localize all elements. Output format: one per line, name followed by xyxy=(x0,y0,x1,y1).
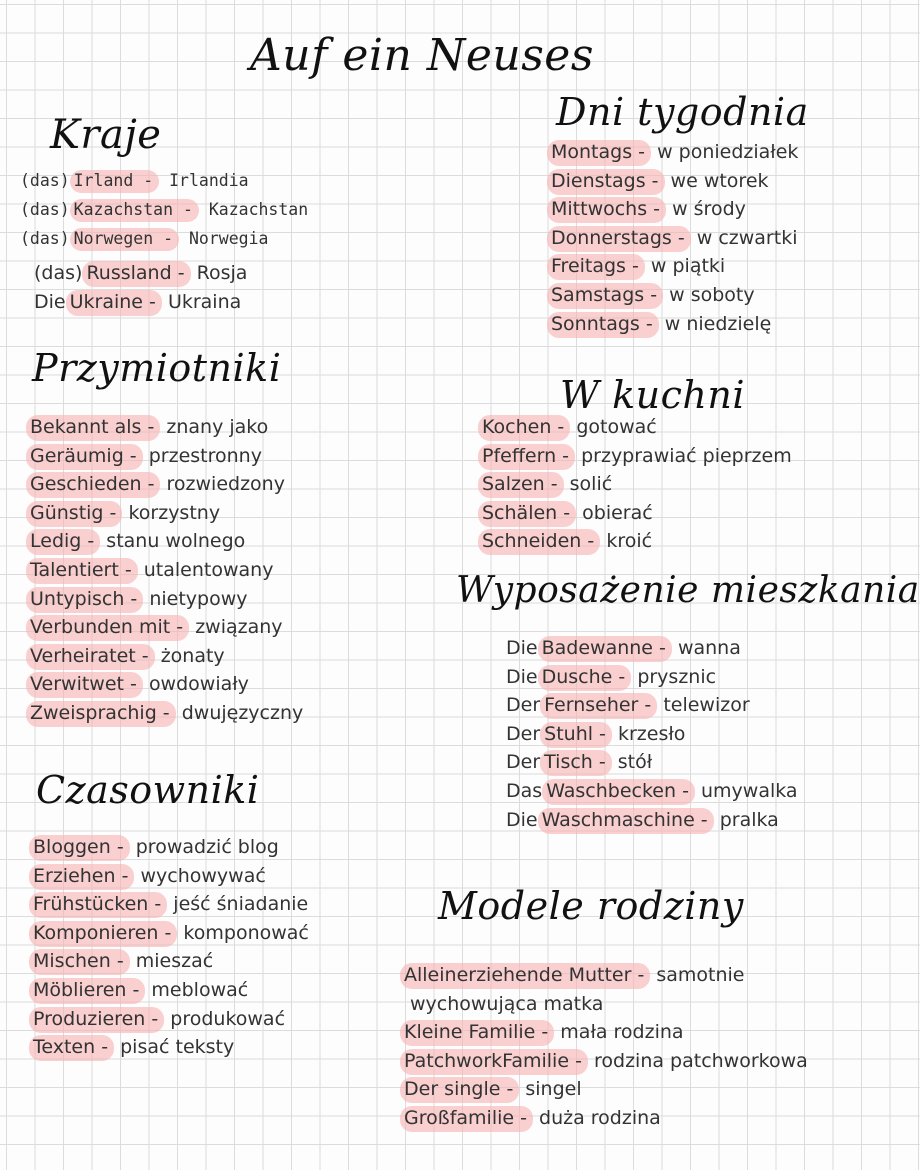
polish-translation: znany jako xyxy=(166,416,269,438)
vocab-item xyxy=(404,990,808,1019)
vocab-item xyxy=(30,699,303,728)
german-word: Stuhl xyxy=(544,722,594,745)
german-word: Erziehen xyxy=(33,864,116,887)
rodziny-list xyxy=(404,961,808,1133)
polish-translation: komponować xyxy=(183,921,309,944)
polish-translation: Ukraina xyxy=(167,290,242,313)
german-word: Tisch xyxy=(544,751,593,774)
vocab-item xyxy=(33,1033,309,1062)
vocab-item xyxy=(33,862,309,891)
article: Die xyxy=(506,808,538,831)
german-word-highlighted: Samstags - xyxy=(547,283,663,309)
polish-translation: pralka xyxy=(719,808,779,831)
german-word: Ledig xyxy=(30,530,82,553)
polish-translation: Kazachstan xyxy=(208,200,309,219)
polish-translation: samotnie xyxy=(656,964,745,986)
german-word: Waschbecken xyxy=(546,779,677,802)
german-word: Pfeffern xyxy=(482,444,557,467)
polish-translation: mieszać xyxy=(135,950,214,973)
vocab-item xyxy=(506,777,798,806)
german-word: Waschmaschine xyxy=(541,808,695,831)
rodziny-heading: Modele rodziny xyxy=(438,884,744,928)
german-word-highlighted: Produzieren - xyxy=(29,1007,164,1033)
german-word: Kazachstan xyxy=(73,200,174,219)
polish-translation: w soboty xyxy=(669,283,755,306)
vocab-item xyxy=(33,833,309,862)
polish-translation: Rosja xyxy=(196,262,248,284)
vocab-item xyxy=(30,527,303,556)
german-word-highlighted: Günstig - xyxy=(26,501,122,527)
polish-translation: żonaty xyxy=(160,644,225,667)
german-word: Frühstücken xyxy=(33,893,149,916)
article: (das) xyxy=(34,262,83,284)
german-word: Günstig xyxy=(30,501,104,524)
kraje-list xyxy=(34,259,247,316)
polish-translation: pisać teksty xyxy=(120,1036,235,1059)
german-word: Bekannt als xyxy=(30,416,142,438)
german-word-highlighted: Ukraine - xyxy=(66,290,162,316)
polish-translation: kroić xyxy=(606,530,653,553)
kuchnia-list xyxy=(482,413,792,556)
article: Das xyxy=(506,779,543,802)
german-word: Geschieden xyxy=(30,473,142,496)
german-word-highlighted: Alleinerziehende Mutter - xyxy=(400,963,650,989)
german-word: Badewanne xyxy=(541,637,653,659)
dni-heading: Dni tygodnia xyxy=(556,90,809,134)
vocab-item xyxy=(20,166,308,195)
german-word-highlighted: Mittwochs - xyxy=(547,197,666,223)
german-word-highlighted: Texten - xyxy=(29,1035,114,1061)
polish-translation: w czwartki xyxy=(696,226,798,249)
vocab-item xyxy=(551,167,798,196)
przymiotniki-heading: Przymiotniki xyxy=(32,346,282,390)
german-word: Möblieren xyxy=(33,978,127,1001)
german-word-highlighted: Donnerstags - xyxy=(547,226,691,252)
vocab-item xyxy=(506,748,798,777)
german-word-highlighted: Bloggen - xyxy=(29,835,130,861)
german-word: Fernseher xyxy=(544,694,639,717)
german-word: Großfamilie xyxy=(404,1106,515,1129)
polish-translation: korzystny xyxy=(128,501,221,524)
vocab-item xyxy=(551,310,798,339)
article: Die xyxy=(506,665,538,688)
german-word-highlighted: Pfeffern - xyxy=(478,444,575,470)
german-word-highlighted: Irland - xyxy=(70,170,159,193)
vocab-item xyxy=(33,919,309,948)
german-word: Kochen xyxy=(482,416,552,438)
kraje-heading: Kraje xyxy=(50,112,162,158)
polish-translation: stanu wolnego xyxy=(106,530,246,553)
polish-translation: krzesło xyxy=(617,722,686,745)
vocab-item xyxy=(33,976,309,1005)
vocab-item xyxy=(30,442,303,471)
german-word: Geräumig xyxy=(30,444,124,467)
polish-translation: wanna xyxy=(677,637,741,659)
page-title: Auf ein Neuses xyxy=(250,30,594,81)
polish-translation: utalentowany xyxy=(143,558,274,581)
vocab-item xyxy=(506,663,798,692)
vocab-item xyxy=(20,224,308,253)
german-word-highlighted: Dusche - xyxy=(538,665,632,691)
article: Der xyxy=(506,722,541,745)
german-word: Bloggen xyxy=(33,836,111,858)
polish-translation: produkować xyxy=(170,1007,286,1030)
vocab-item xyxy=(30,642,303,671)
german-word-highlighted: Frühstücken - xyxy=(29,892,167,918)
article: Die xyxy=(506,637,538,659)
german-word-highlighted: Großfamilie - xyxy=(400,1106,533,1132)
vocab-item xyxy=(404,1075,808,1104)
german-word-highlighted: Badewanne - xyxy=(538,636,672,662)
vocab-item xyxy=(482,499,792,528)
polish-translation: stół xyxy=(617,751,653,774)
vocab-item xyxy=(30,499,303,528)
german-word: Norwegen xyxy=(73,229,154,248)
german-word: Irland xyxy=(73,171,134,190)
german-word-highlighted: Freitags - xyxy=(547,254,645,280)
german-word: Alleinerziehende Mutter xyxy=(404,964,632,986)
german-word: Mittwochs xyxy=(551,198,648,221)
german-word: Ukraine xyxy=(69,290,143,313)
polish-translation: owdowiały xyxy=(148,673,249,696)
german-word: Komponieren xyxy=(33,921,159,944)
polish-translation: wychowująca matka xyxy=(410,992,604,1015)
polish-translation: we wtorek xyxy=(670,169,769,192)
polish-translation: duża rodzina xyxy=(539,1106,661,1129)
german-word: Der single xyxy=(404,1078,501,1101)
german-word: Talentiert xyxy=(30,558,119,581)
german-word: Kleine Familie xyxy=(404,1021,536,1044)
german-word: Produzieren xyxy=(33,1007,146,1030)
german-word: Dienstags xyxy=(551,169,646,192)
german-word-highlighted: Verheiratet - xyxy=(26,644,155,670)
vocab-item xyxy=(506,691,798,720)
german-word-highlighted: Der single - xyxy=(400,1077,519,1103)
czasowniki-heading: Czasowniki xyxy=(36,768,260,812)
vocab-item xyxy=(33,1005,309,1034)
german-word-highlighted: Salzen - xyxy=(478,472,564,498)
german-word-highlighted: Dienstags - xyxy=(547,169,665,195)
article: Der xyxy=(506,751,541,774)
vocab-item xyxy=(551,281,798,310)
polish-translation: rodzina patchworkowa xyxy=(593,1049,808,1072)
polish-translation: związany xyxy=(195,616,283,639)
german-word: Texten xyxy=(33,1036,96,1059)
german-word-highlighted: Schälen - xyxy=(478,501,576,527)
vocab-item xyxy=(506,634,798,663)
german-word-highlighted: Waschmaschine - xyxy=(538,808,714,834)
german-word: Samstags xyxy=(551,283,645,306)
german-word-highlighted: Waschbecken - xyxy=(542,779,695,805)
vocab-item xyxy=(30,413,303,442)
kraje-list-mono xyxy=(20,166,308,253)
german-word: Donnerstags xyxy=(551,226,672,249)
vocab-item xyxy=(482,442,792,471)
vocab-item xyxy=(34,259,247,288)
vocab-item xyxy=(506,720,798,749)
german-word: Montags xyxy=(551,141,633,163)
german-word: Schälen xyxy=(482,501,558,524)
german-word-highlighted: Geschieden - xyxy=(26,472,160,498)
german-word: Schneiden xyxy=(482,530,582,553)
german-word-highlighted: Norwegen - xyxy=(70,228,179,251)
article: (das) xyxy=(20,171,70,190)
german-word-highlighted: Talentiert - xyxy=(26,558,138,584)
article: (das) xyxy=(20,200,70,219)
vocab-item xyxy=(33,947,309,976)
german-word: Freitags xyxy=(551,255,626,278)
polish-translation: wychowywać xyxy=(140,864,266,887)
vocab-item xyxy=(34,288,247,317)
vocab-item xyxy=(551,252,798,281)
polish-translation: w poniedziałek xyxy=(657,141,799,163)
vocab-item xyxy=(551,195,798,224)
vocab-item xyxy=(33,890,309,919)
polish-translation: gotować xyxy=(576,416,657,438)
german-word-highlighted: Montags - xyxy=(547,140,651,166)
german-word: Salzen xyxy=(482,473,545,496)
german-word: Verbunden mit xyxy=(30,616,171,639)
polish-translation: telewizor xyxy=(663,694,750,717)
polish-translation: solić xyxy=(569,473,613,496)
vocab-item xyxy=(20,195,308,224)
wyposazenie-list xyxy=(506,634,798,834)
wyposazenie-heading: Wyposażenie mieszkania xyxy=(456,570,920,611)
german-word-highlighted: Ledig - xyxy=(26,529,100,555)
german-word-highlighted: Verwitwet - xyxy=(26,672,143,698)
german-word-highlighted: Schneiden - xyxy=(478,529,600,555)
article: (das) xyxy=(20,229,70,248)
german-word-highlighted: Sonntags - xyxy=(547,312,659,338)
german-word-highlighted: Fernseher - xyxy=(540,693,657,719)
polish-translation: prysznic xyxy=(637,665,717,688)
german-word-highlighted: Stuhl - xyxy=(540,722,612,748)
vocab-item xyxy=(30,556,303,585)
german-word: PatchworkFamilie xyxy=(404,1049,570,1072)
polish-translation: singel xyxy=(525,1078,582,1101)
article: Der xyxy=(506,694,541,717)
polish-translation: w niedzielę xyxy=(664,312,772,335)
german-word-highlighted: Erziehen - xyxy=(29,864,134,890)
german-word-highlighted: Verbunden mit - xyxy=(26,615,189,641)
german-word-highlighted: Bekannt als - xyxy=(26,415,160,441)
vocab-item xyxy=(506,806,798,835)
vocab-item xyxy=(30,585,303,614)
german-word-highlighted: Untypisch - xyxy=(26,587,143,613)
polish-translation: rozwiedzony xyxy=(166,473,285,496)
german-word-highlighted: Geräumig - xyxy=(26,444,143,470)
german-word-highlighted: Zweisprachig - xyxy=(26,701,176,727)
vocab-item xyxy=(30,670,303,699)
german-word: Verheiratet xyxy=(30,644,136,667)
vocab-item xyxy=(30,613,303,642)
german-word-highlighted: Komponieren - xyxy=(29,921,177,947)
vocab-item xyxy=(404,1104,808,1133)
polish-translation: umywalka xyxy=(701,779,798,802)
german-word: Dusche xyxy=(541,665,613,688)
german-word-highlighted: Russland - xyxy=(82,261,190,287)
polish-translation: nietypowy xyxy=(149,587,248,610)
dni-list xyxy=(551,138,798,338)
german-word-highlighted: Kochen - xyxy=(478,415,570,441)
polish-translation: mała rodzina xyxy=(560,1021,684,1044)
polish-translation: w piątki xyxy=(650,255,726,278)
polish-translation: prowadzić blog xyxy=(135,836,279,858)
polish-translation: Norwegia xyxy=(188,229,269,248)
polish-translation: meblować xyxy=(151,978,249,1001)
german-word: Russland xyxy=(86,262,172,284)
vocab-item xyxy=(482,527,792,556)
german-word: Verwitwet xyxy=(30,673,124,696)
vocab-item xyxy=(482,413,792,442)
polish-translation: przyprawiać pieprzem xyxy=(581,444,792,467)
vocab-item xyxy=(482,470,792,499)
article: Die xyxy=(34,290,66,313)
german-word-highlighted: Tisch - xyxy=(540,750,612,776)
german-word: Mischen xyxy=(33,950,111,973)
german-word-highlighted: Kazachstan - xyxy=(70,199,199,222)
polish-translation: przestronny xyxy=(148,444,262,467)
german-word: Untypisch xyxy=(30,587,125,610)
vocab-item xyxy=(551,224,798,253)
vocab-item xyxy=(551,138,798,167)
kuchnia-heading: W kuchni xyxy=(560,373,746,417)
vocab-item xyxy=(404,1018,808,1047)
vocab-item xyxy=(404,1047,808,1076)
vocab-item xyxy=(30,470,303,499)
german-word-highlighted: PatchworkFamilie - xyxy=(400,1049,588,1075)
german-word-highlighted: Möblieren - xyxy=(29,978,145,1004)
german-word-highlighted: Mischen - xyxy=(29,949,130,975)
vocab-item xyxy=(404,961,808,990)
polish-translation: jeść śniadanie xyxy=(173,893,309,916)
czasowniki-list xyxy=(33,833,309,1062)
german-word: Sonntags xyxy=(551,312,640,335)
german-word: Zweisprachig xyxy=(30,701,157,724)
przymiotniki-list xyxy=(30,413,303,728)
polish-translation: dwujęzyczny xyxy=(181,701,304,724)
polish-translation: obierać xyxy=(582,501,653,524)
german-word-highlighted: Kleine Familie - xyxy=(400,1020,554,1046)
polish-translation: w środy xyxy=(672,198,746,221)
polish-translation: Irlandia xyxy=(169,171,249,190)
